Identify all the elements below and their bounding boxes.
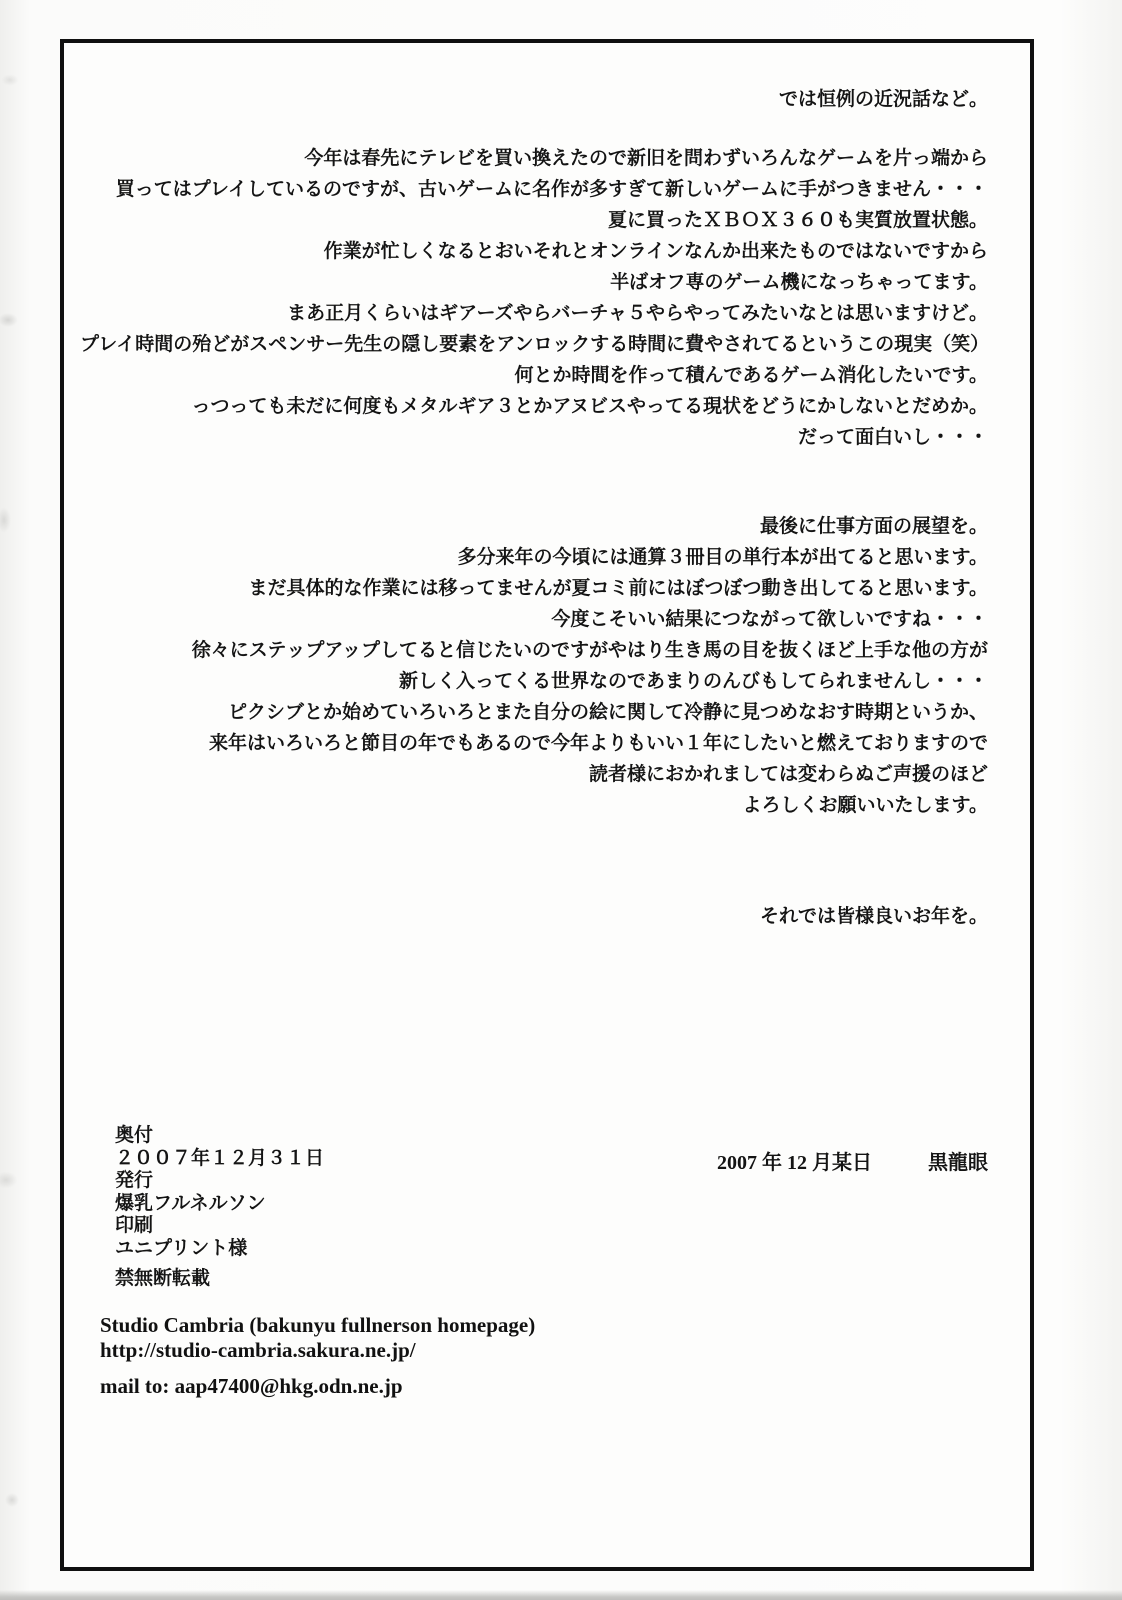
- afterword-line: よろしくお願いいたします。: [742, 794, 988, 816]
- afterword-line: 多分来年の今頃には通算３冊目の単行本が出てると思います。: [457, 546, 988, 568]
- signature-date: 2007 年 12 月某日: [717, 1152, 872, 1174]
- mail-address: mail to: aap47400@hkg.odn.ne.jp: [100, 1374, 403, 1398]
- colophon-printer: ユニプリント様: [115, 1236, 248, 1259]
- signature-author: 黒龍眼: [928, 1150, 988, 1174]
- scan-edge-noise: [0, 0, 34, 1600]
- afterword-line: まだ具体的な作業には移ってませんが夏コミ前にはぼつぼつ動き出してると思います。: [248, 577, 988, 599]
- afterword-line: それでは皆様良いお年を。: [759, 905, 988, 927]
- author-signature: [717, 1146, 988, 1175]
- afterword-line: 来年はいろいろと節目の年でもあるので今年よりもいい１年にしたいと燃えておりますので: [208, 732, 988, 754]
- colophon-heading: 奥付: [115, 1124, 154, 1146]
- colophon-publish-date: ２００７年１２月３１日: [115, 1146, 325, 1169]
- afterword-line: 半ばオフ専のゲーム機になっちゃってます。: [610, 271, 988, 293]
- afterword-line: 夏に買ったＸＢＯＸ３６０も実質放置状態。: [607, 209, 988, 231]
- afterword-intro: [80, 84, 988, 115]
- afterword-line: ピクシブとか始めていろいろとまた自分の絵に関して冷静に見つめなおす時期というか、: [227, 701, 988, 723]
- afterword-line: 作業が忙しくなるとおいそれとオンラインなんか出来たものではないですから: [323, 240, 988, 262]
- afterword-line: 買ってはプレイしているのですが、古いゲームに名作が多すぎて新しいゲームに手がつきません・・・: [115, 178, 988, 200]
- afterword-line: だって面白いし・・・: [797, 426, 988, 448]
- afterword-line: 読者様におかれましては変わらぬご声援のほど: [588, 763, 988, 785]
- afterword-line: 今年は春先にテレビを買い換えたので新旧を問わずいろんなゲームを片っ端から: [304, 147, 988, 169]
- reprint-prohibition-notice: 禁無断転載: [115, 1267, 211, 1289]
- afterword-line: 新しく入ってくる世界なのであまりのんびもしてられませんし・・・: [398, 670, 988, 692]
- homepage-url: http://studio-cambria.sakura.ne.jp/: [100, 1338, 416, 1362]
- afterword-line: まあ正月くらいはギアーズやらバーチャ５やらやってみたいなとは思いますけど。: [287, 302, 988, 324]
- afterword-line: プレイ時間の殆どがスペンサー先生の隠し要素をアンロックする時間に費やされてるというこの現実（笑）: [80, 333, 990, 355]
- homepage-title: Studio Cambria (bakunyu fullnerson homepage): [100, 1313, 536, 1337]
- afterword-line: 何とか時間を作って積んであるゲーム消化したいです。: [514, 364, 988, 386]
- afterword-closing: [80, 901, 988, 932]
- colophon-publisher: 爆乳フルネルソン: [115, 1191, 266, 1214]
- afterword-line: では恒例の近況話など。: [778, 88, 988, 110]
- homepage-info: [100, 1313, 535, 1363]
- afterword-paragraph-games: [80, 143, 988, 453]
- afterword-paragraph-work: [80, 511, 988, 821]
- afterword-line: 徐々にステップアップしてると信じたいのですがやはり生き馬の目を抜くほど上手な他の方が: [191, 639, 988, 661]
- afterword-line: っつっても未だに何度もメタルギア３とかアヌビスやってる現状をどうにかしないとだめか。: [191, 395, 988, 417]
- scan-bottom-edge: [0, 1590, 1122, 1600]
- colophon-block: [115, 1124, 324, 1259]
- colophon-printer-label: 印刷: [115, 1214, 154, 1236]
- colophon-publisher-label: 発行: [115, 1169, 154, 1191]
- afterword-line: 最後に仕事方面の展望を。: [759, 515, 988, 537]
- afterword-line: 今度こそいい結果につながって欲しいですね・・・: [551, 608, 988, 630]
